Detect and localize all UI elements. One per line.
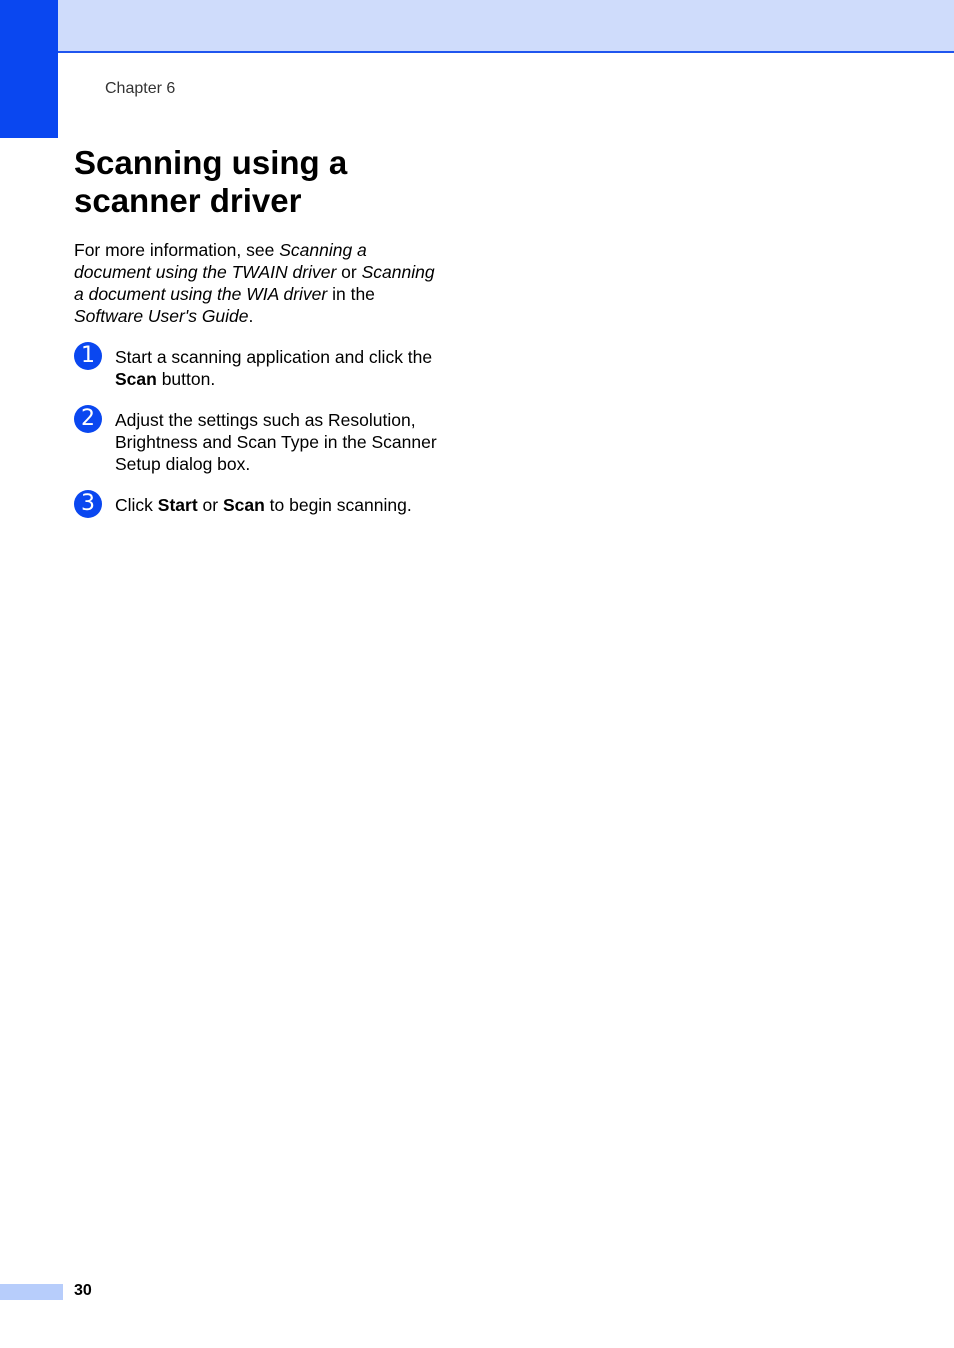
step-text-part: or: [197, 495, 223, 515]
step-text: Adjust the settings such as Resolution, Brightness and Scan Type in the Scanner Setup dialog box.: [115, 410, 437, 474]
intro-text: in the: [327, 284, 375, 304]
page-title: Scanning using a scanner driver: [74, 144, 348, 219]
intro-text: For more information, see: [74, 240, 280, 260]
scan-button-label: Scan: [115, 369, 157, 389]
step-text-part: to begin scanning.: [264, 495, 412, 515]
footer-band: [0, 1284, 63, 1300]
step-number-icon: 3: [74, 490, 102, 518]
step-text: [115, 494, 445, 516]
step-text-part: Click: [115, 495, 158, 515]
page-number: 30: [74, 1282, 92, 1299]
intro-text: .: [248, 306, 254, 326]
step-number-icon: 1: [74, 342, 102, 370]
start-button-label: Start: [157, 495, 198, 515]
scan-button-label: Scan: [222, 495, 265, 515]
wia-reference: Scanning a document using the WIA driver: [74, 262, 435, 304]
chapter-label: Chapter 6: [105, 80, 176, 97]
step-number-icon: 2: [74, 405, 102, 433]
intro-text: or: [336, 262, 362, 282]
header-band: [0, 0, 954, 53]
guide-reference: Software User's Guide: [74, 306, 249, 326]
step-text-part: Start a scanning application and click the: [115, 347, 433, 367]
step-text: [115, 346, 445, 390]
twain-reference: Scanning a document using the TWAIN driver: [74, 240, 367, 282]
step-text-part: button.: [156, 369, 216, 389]
chapter-tab: [0, 0, 58, 138]
intro-paragraph: [74, 239, 444, 327]
